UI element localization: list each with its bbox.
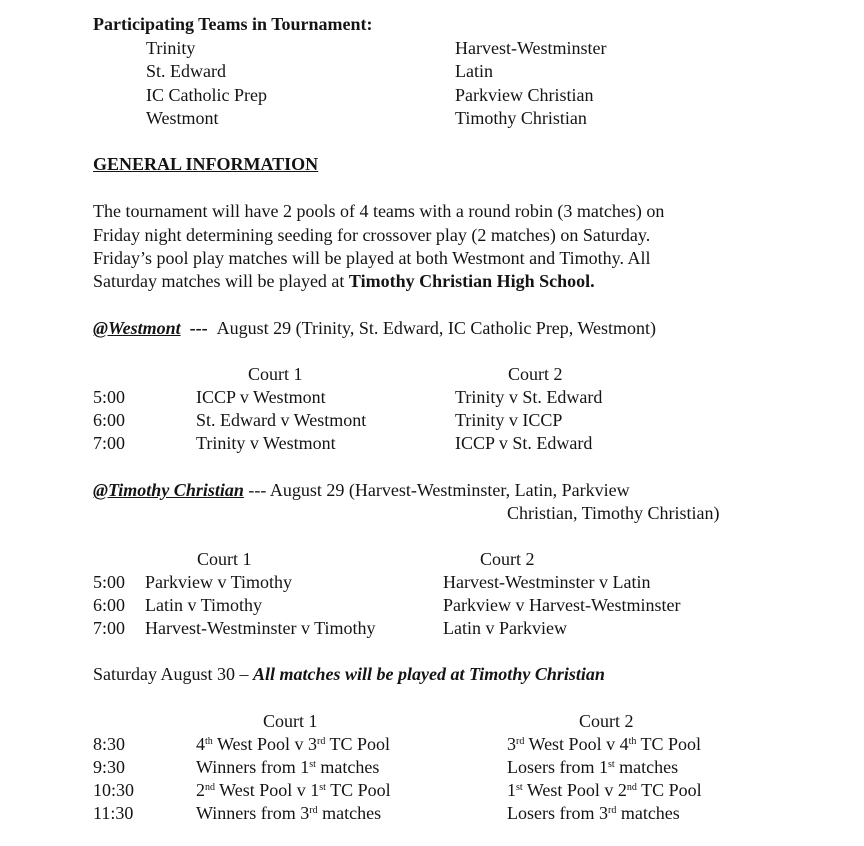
match-time: 7:00: [93, 618, 126, 638]
general-info-line: Friday’s pool play matches will be played at both Westmont and Timothy. All: [93, 248, 651, 268]
court-1-header: Court 1: [263, 711, 318, 731]
court-1-header: Court 1: [197, 549, 252, 569]
match-time: 6:00: [93, 595, 126, 615]
general-info-line: The tournament will have 2 pools of 4 teams with a round robin (3 matches) on: [93, 201, 665, 221]
match-time: 10:30: [93, 780, 135, 800]
match-time: 11:30: [93, 803, 134, 823]
match-court-1: 2nd West Pool v 1st TC Pool: [196, 780, 391, 800]
saturday-header: [93, 663, 605, 686]
match-court-2: Trinity v ICCP: [455, 410, 563, 430]
match-court-2: 3rd West Pool v 4th TC Pool: [507, 734, 702, 754]
court-2-header: Court 2: [579, 711, 634, 731]
match-court-1: Winners from 3rd matches: [196, 803, 382, 823]
general-info-line: Friday night determining seeding for crossover play (2 matches) on Saturday.: [93, 225, 651, 245]
court-1-header: Court 1: [248, 364, 303, 384]
venue-info: August 29 (Trinity, St. Edward, IC Catholic Prep, Westmont): [216, 318, 657, 338]
team-name: Timothy Christian: [455, 108, 587, 128]
team-name: Westmont: [146, 108, 219, 128]
match-court-1: Parkview v Timothy: [145, 572, 293, 592]
match-court-1: Trinity v Westmont: [196, 433, 336, 453]
match-time: 9:30: [93, 757, 126, 777]
match-court-2: Losers from 1st matches: [507, 757, 679, 777]
match-time: 5:00: [93, 387, 126, 407]
match-court-2: ICCP v St. Edward: [455, 433, 593, 453]
match-time: 8:30: [93, 734, 126, 754]
match-time: 5:00: [93, 572, 126, 592]
team-name: IC Catholic Prep: [146, 85, 267, 105]
venue-name: @Timothy Christian: [93, 480, 244, 500]
saturday-date: Saturday August 30 –: [93, 664, 253, 684]
match-court-1: St. Edward v Westmont: [196, 410, 367, 430]
team-name: Latin: [455, 61, 493, 81]
team-name: Trinity: [146, 38, 196, 58]
saturday-note: All matches will be played at Timothy Christian: [253, 664, 605, 684]
match-court-1: Latin v Timothy: [145, 595, 263, 615]
teams-heading: Participating Teams in Tournament:: [93, 14, 373, 34]
venue-name: @Westmont: [93, 318, 181, 338]
venue-info-continued: Christian, Timothy Christian): [507, 503, 720, 523]
team-name: St. Edward: [146, 61, 226, 81]
general-info-heading: GENERAL INFORMATION: [93, 154, 319, 174]
separator: ---: [189, 318, 208, 338]
match-court-2: Trinity v St. Edward: [455, 387, 603, 407]
match-court-1: Winners from 1st matches: [196, 757, 380, 777]
match-court-1: 4th West Pool v 3rd TC Pool: [196, 734, 391, 754]
match-court-2: Latin v Parkview: [443, 618, 567, 638]
court-2-header: Court 2: [480, 549, 535, 569]
match-court-2: Harvest-Westminster v Latin: [443, 572, 651, 592]
general-info-line: [93, 270, 595, 293]
match-court-1: ICCP v Westmont: [196, 387, 326, 407]
match-court-2: 1st West Pool v 2nd TC Pool: [507, 780, 702, 800]
match-court-2: Parkview v Harvest-Westminster: [443, 595, 681, 615]
team-name: Harvest-Westminster: [455, 38, 607, 58]
team-name: Parkview Christian: [455, 85, 594, 105]
venue-emphasis: Timothy Christian High School.: [348, 271, 595, 291]
match-time: 6:00: [93, 410, 126, 430]
match-court-1: Harvest-Westminster v Timothy: [145, 618, 376, 638]
timothy-header: [93, 479, 630, 502]
general-info-text: Saturday matches will be played at: [93, 271, 349, 291]
westmont-header: [93, 317, 656, 340]
venue-info: --- August 29 (Harvest-Westminster, Latin, Parkview: [248, 480, 630, 500]
court-2-header: Court 2: [508, 364, 563, 384]
match-court-2: Losers from 3rd matches: [507, 803, 680, 823]
match-time: 7:00: [93, 433, 126, 453]
